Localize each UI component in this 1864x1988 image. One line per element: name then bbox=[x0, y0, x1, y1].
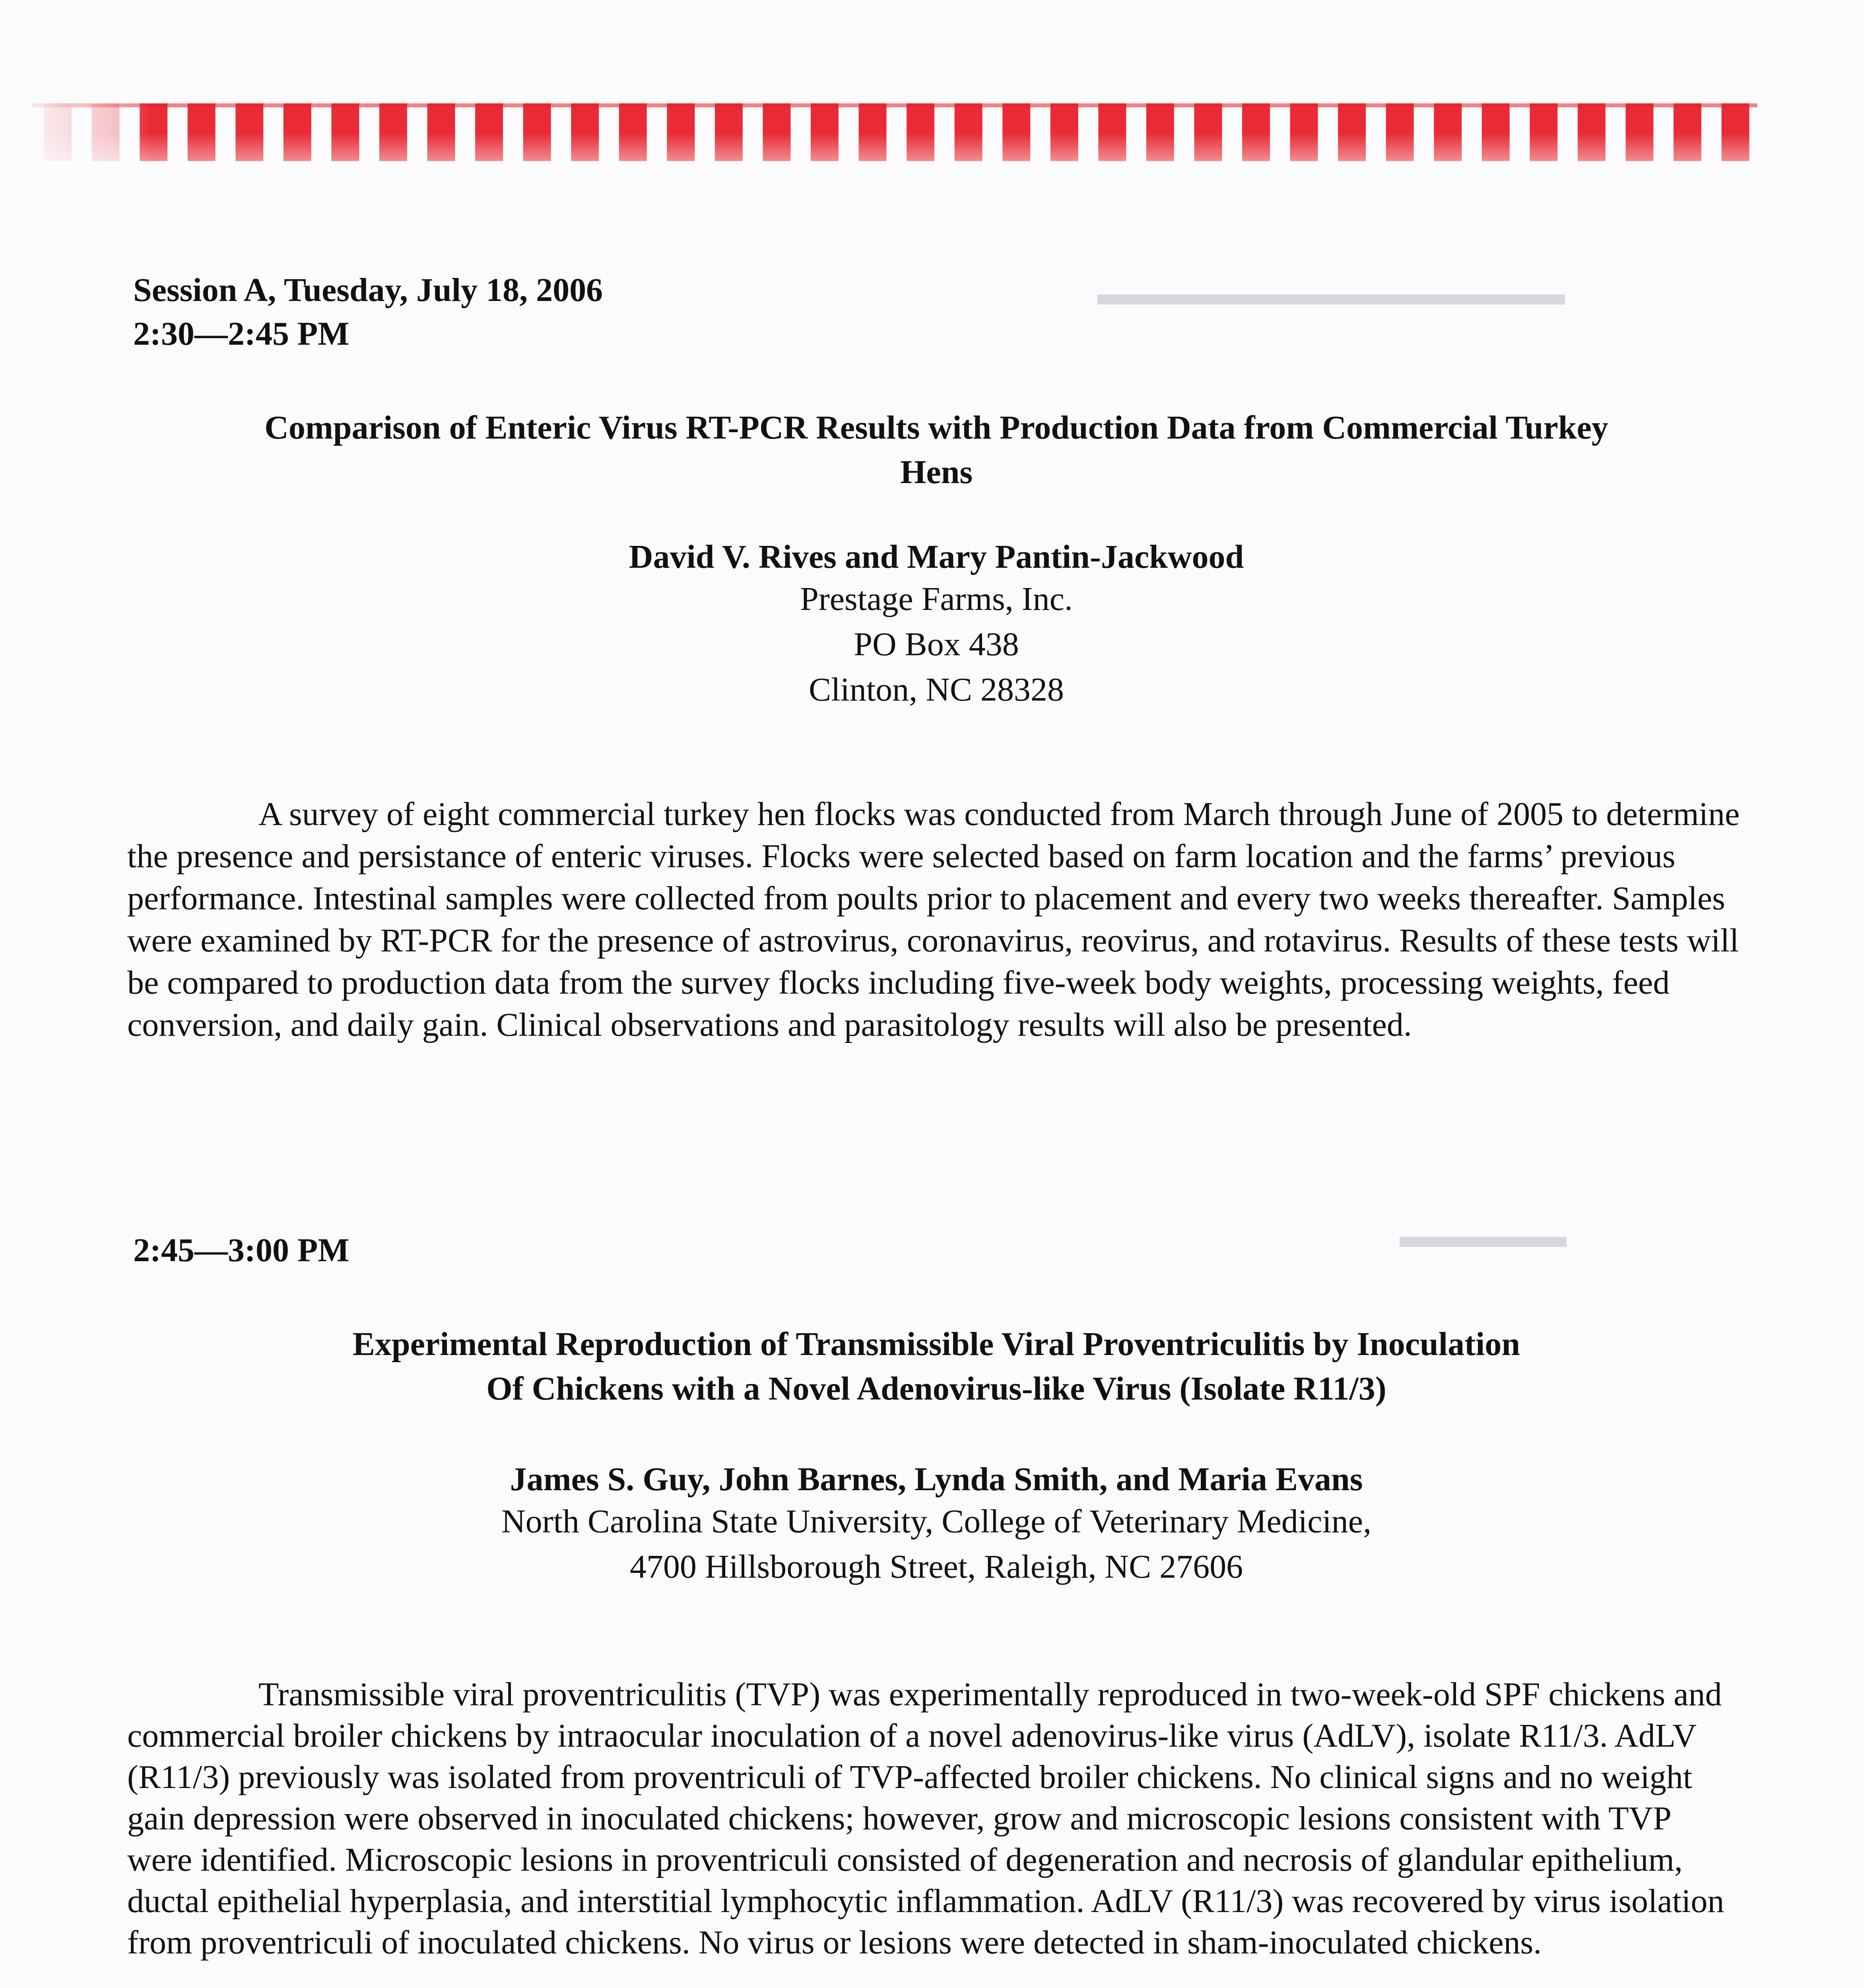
affiliation-1-line: PO Box 438 bbox=[854, 626, 1019, 663]
bleed-through-mark: ▬▬▬▬▬ bbox=[1400, 1217, 1567, 1254]
header-banner bbox=[32, 91, 1757, 167]
abstract-title-1 bbox=[133, 406, 1740, 495]
abstract-body-2: Transmissible viral proventriculitis (TVP) was experimentally reproduced in two-week-old SPF chickens and commercial broiler chickens by intraocular inoculation of a novel adenovirus-like virus (AdLV), isolate R11/3. AdLV (R11/3) previously was isolated from proventriculi of TVP-affected broiler chickens. No clinical signs and no weight gain depression were observed in inoculated chickens; however, grow and microscopic lesions consistent with TVP were identified. Microscopic lesions in proventriculi consisted of degeneration and necrosis of glandular epithelium, ductal epithelial hyperplasia, and interstitial lymphocytic inflammation. AdLV (R11/3) was recovered by virus isolation from proventriculi of inoculated chickens. No virus or lesions were detected in sham-inoculated chickens. bbox=[127, 1676, 1724, 1961]
abstract-title-2 bbox=[133, 1322, 1740, 1411]
affiliation-2-line: 4700 Hillsborough Street, Raleigh, NC 27606 bbox=[629, 1548, 1243, 1585]
affiliation-2 bbox=[133, 1499, 1740, 1590]
session-time-2: 2:45—3:00 PM bbox=[133, 1232, 350, 1269]
session-label: Session A, Tuesday, July 18, 2006 bbox=[133, 272, 603, 309]
authors-1: David V. Rives and Mary Pantin-Jackwood bbox=[629, 538, 1244, 575]
abstract-title-1-line: Comparison of Enteric Virus RT-PCR Results with Production Data from Commercial Turkey bbox=[264, 409, 1608, 446]
affiliation-1 bbox=[133, 577, 1740, 712]
affiliation-1-line: Prestage Farms, Inc. bbox=[800, 580, 1073, 617]
abstract-title-2-line: Experimental Reproduction of Transmissible Viral Proventriculitis by Inoculation bbox=[352, 1326, 1520, 1363]
abstract-title-1-line: Hens bbox=[900, 454, 973, 491]
affiliation-1-line: Clinton, NC 28328 bbox=[809, 671, 1064, 708]
affiliation-2-line: North Carolina State University, College of Veterinary Medicine, bbox=[501, 1503, 1372, 1540]
banner-stripes bbox=[32, 91, 1757, 167]
abstract-title-2-line: Of Chickens with a Novel Adenovirus-like Virus (Isolate R11/3) bbox=[486, 1370, 1386, 1407]
session-time-1: 2:30—2:45 PM bbox=[133, 315, 350, 352]
authors-2: James S. Guy, John Barnes, Lynda Smith, and Maria Evans bbox=[510, 1461, 1363, 1498]
bleed-through-mark: ▬▬▬▬▬▬▬▬▬▬▬▬▬▬ bbox=[1097, 275, 1565, 312]
abstract-body-1: A survey of eight commercial turkey hen flocks was conducted from March through June of 2005 to determine the presence and persistance of enteric viruses. Flocks were selected based on farm location and the farms’ previous performance. Intestinal samples were collected from poults prior to placement and every two weeks thereafter. Samples were examined by RT-PCR for the presence of astrovirus, coronavirus, reovirus, and rotavirus. Results of these tests will be compared to production data from the survey flocks including five-week body weights, processing weights, feed conversion, and daily gain. Clinical observations and parasitology results will also be presented. bbox=[127, 796, 1740, 1043]
